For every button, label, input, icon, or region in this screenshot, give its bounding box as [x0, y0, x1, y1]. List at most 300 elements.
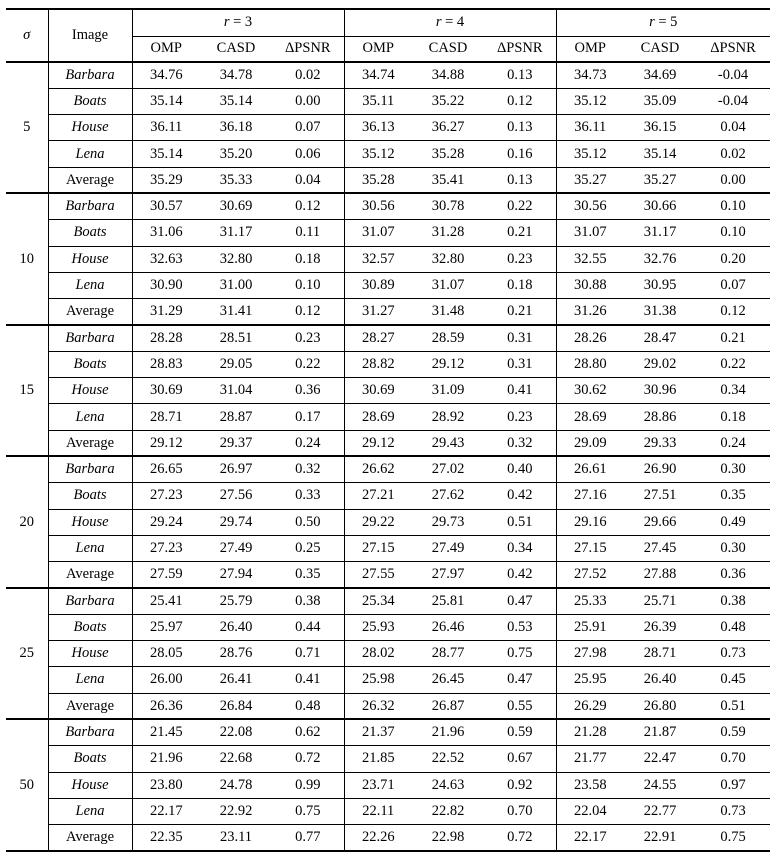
dpsnr-r3-cell: 0.06 — [272, 141, 344, 167]
image-name-cell: Barbara — [48, 719, 132, 745]
dpsnr-r5-cell: 0.04 — [696, 115, 770, 141]
dpsnr-r3-cell: 0.32 — [272, 456, 344, 482]
dpsnr-r4-cell: 0.51 — [484, 509, 556, 535]
table-row — [6, 62, 770, 88]
table-row — [6, 246, 770, 272]
casd-r3-cell: 35.20 — [200, 141, 272, 167]
dpsnr-r5-cell: 0.00 — [696, 167, 770, 193]
omp-r4-cell: 25.93 — [344, 614, 412, 640]
sigma-cell: 15 — [6, 325, 48, 456]
omp-r5-cell: 22.04 — [556, 798, 624, 824]
omp-r4-cell: 36.13 — [344, 115, 412, 141]
image-name-cell: Boats — [48, 351, 132, 377]
dpsnr-r4-cell: 0.13 — [484, 62, 556, 88]
casd-r4-cell: 27.49 — [412, 535, 484, 561]
omp-r5-cell: 31.07 — [556, 220, 624, 246]
omp-r3-cell: 35.14 — [132, 141, 200, 167]
table-row — [6, 772, 770, 798]
table-row — [6, 351, 770, 377]
omp-r4-cell: 29.12 — [344, 430, 412, 456]
omp-r4-cell: 28.02 — [344, 641, 412, 667]
casd-r5-cell: 34.69 — [643, 66, 677, 83]
group-r-symbol: r — [649, 14, 655, 31]
omp-r3-cell: 22.35 — [132, 825, 200, 851]
omp-r5-cell: 29.09 — [556, 430, 624, 456]
casd-r5-cell: 27.51 — [624, 483, 696, 509]
image-name-cell: Barbara — [48, 456, 132, 482]
casd-r3-cell: 22.08 — [200, 719, 272, 745]
omp-r3-cell: 34.76 — [149, 66, 183, 83]
dpsnr-r5-cell: 0.48 — [696, 614, 770, 640]
casd-r3-cell: 28.51 — [200, 325, 272, 351]
dpsnr-r4-cell: 0.31 — [484, 351, 556, 377]
casd-r4-cell: 26.45 — [412, 667, 484, 693]
casd-r3-cell: 30.69 — [200, 193, 272, 219]
omp-r3-cell: 28.71 — [132, 404, 200, 430]
casd-r5-cell: 26.40 — [624, 667, 696, 693]
casd-r5-cell: 29.33 — [624, 430, 696, 456]
dpsnr-r5-cell: 0.20 — [696, 246, 770, 272]
omp-r5-cell: 26.61 — [556, 456, 624, 482]
table-row — [6, 798, 770, 824]
omp-r5-cell: 27.16 — [556, 483, 624, 509]
omp-r3-cell: 29.12 — [132, 430, 200, 456]
dpsnr-r3-cell: 0.02 — [272, 62, 344, 88]
omp-r4-cell: 30.89 — [344, 272, 412, 298]
dpsnr-r3-cell: 0.77 — [272, 825, 344, 851]
image-name-cell: Average — [48, 299, 132, 325]
casd-r5-cell: 22.47 — [624, 746, 696, 772]
dpsnr-r5-cell: 0.07 — [696, 272, 770, 298]
omp-r4-cell: 31.07 — [344, 220, 412, 246]
dpsnr-r4-cell: 0.34 — [484, 535, 556, 561]
dpsnr-r4-cell: 0.70 — [484, 798, 556, 824]
omp-r4-cell: 32.57 — [344, 246, 412, 272]
dpsnr-r5-cell: 0.24 — [696, 430, 770, 456]
casd-r4-cell: 22.82 — [412, 798, 484, 824]
omp-r3-cell: 28.83 — [132, 351, 200, 377]
dpsnr-r5-cell: 0.18 — [696, 404, 770, 430]
omp-r4-cell: 35.12 — [344, 141, 412, 167]
table-row — [6, 746, 770, 772]
dpsnr-r5-cell: 0.30 — [696, 535, 770, 561]
omp-r3-cell: 32.63 — [132, 246, 200, 272]
image-name-cell: House — [48, 772, 132, 798]
dpsnr-r3-cell: 0.44 — [272, 614, 344, 640]
casd-r3-cell: 35.33 — [200, 167, 272, 193]
casd-r4-cell: 26.46 — [412, 614, 484, 640]
omp-r3-cell: 27.59 — [132, 562, 200, 588]
dpsnr-r3-cell: 0.17 — [272, 404, 344, 430]
casd-r3-cell: 28.76 — [200, 641, 272, 667]
table-row — [6, 456, 770, 482]
casd-r5-cell: 28.86 — [624, 404, 696, 430]
omp-r3-cell: 31.06 — [132, 220, 200, 246]
casd-r3-cell: 26.97 — [200, 456, 272, 482]
image-name-cell: Boats — [48, 88, 132, 114]
dpsnr-r3-cell: 0.07 — [272, 115, 344, 141]
casd-r4-cell: 28.92 — [412, 404, 484, 430]
dpsnr-r4-cell: 0.42 — [484, 562, 556, 588]
casd-r5-cell: 30.66 — [624, 193, 696, 219]
dpsnr-r3-cell: 0.22 — [272, 351, 344, 377]
casd-r5-cell: 29.02 — [624, 351, 696, 377]
casd-r3-cell: 29.74 — [200, 509, 272, 535]
dpsnr-r5-cell: 0.10 — [696, 220, 770, 246]
casd-r4-cell: 26.87 — [412, 693, 484, 719]
group-r-symbol: r — [223, 14, 230, 31]
casd-r3-cell: 31.41 — [200, 299, 272, 325]
casd-r4-cell: 22.52 — [412, 746, 484, 772]
average-row — [6, 693, 770, 719]
col-casd-r5: CASD — [624, 36, 696, 62]
dpsnr-r4-cell: 0.13 — [484, 115, 556, 141]
casd-r5-cell: 36.15 — [624, 115, 696, 141]
omp-r3-cell: 27.23 — [132, 535, 200, 561]
group-header-r3 — [132, 9, 344, 36]
casd-r3-cell: 31.00 — [200, 272, 272, 298]
casd-r5-cell: 22.77 — [624, 798, 696, 824]
casd-r5-cell: 29.66 — [624, 509, 696, 535]
omp-r5-cell: 28.26 — [556, 325, 624, 351]
results-table — [6, 8, 770, 852]
image-name-cell: Barbara — [48, 588, 132, 614]
casd-r4-cell: 29.12 — [412, 351, 484, 377]
image-header-label: Image — [71, 27, 109, 43]
table-row — [6, 220, 770, 246]
dpsnr-r4-cell: 0.22 — [484, 193, 556, 219]
casd-r4-cell: 31.48 — [412, 299, 484, 325]
casd-r5-cell: 30.95 — [624, 272, 696, 298]
omp-r3-cell: 29.24 — [132, 509, 200, 535]
omp-r4-cell: 26.32 — [344, 693, 412, 719]
dpsnr-r5-cell: 0.75 — [696, 825, 770, 851]
omp-r4-cell: 28.69 — [344, 404, 412, 430]
omp-r4-cell: 22.11 — [344, 798, 412, 824]
dpsnr-r4-cell: 0.40 — [484, 456, 556, 482]
omp-r5-cell: 35.12 — [556, 141, 624, 167]
casd-r5-cell: 28.47 — [624, 325, 696, 351]
casd-r4-cell: 34.88 — [431, 66, 465, 83]
image-name-cell: Lena — [48, 798, 132, 824]
omp-r3-cell: 35.29 — [132, 167, 200, 193]
casd-r3-cell: 29.37 — [200, 430, 272, 456]
image-name-cell: Boats — [48, 614, 132, 640]
dpsnr-r5-cell: 0.12 — [696, 299, 770, 325]
omp-r3-cell: 30.57 — [132, 193, 200, 219]
casd-r5-cell: 21.87 — [624, 719, 696, 745]
omp-r3-cell: 30.90 — [132, 272, 200, 298]
table-row — [6, 378, 770, 404]
dpsnr-r3-cell: 0.48 — [272, 693, 344, 719]
omp-r3-cell: 26.36 — [132, 693, 200, 719]
omp-r4-cell: 23.71 — [344, 772, 412, 798]
casd-r3-cell: 26.40 — [200, 614, 272, 640]
dpsnr-r3-cell: 0.25 — [272, 535, 344, 561]
table-row — [6, 404, 770, 430]
dpsnr-r5-cell: 0.02 — [696, 141, 770, 167]
image-name-cell: House — [48, 641, 132, 667]
table-header — [6, 9, 770, 62]
omp-r5-cell: 32.55 — [556, 246, 624, 272]
casd-r3-cell: 27.56 — [200, 483, 272, 509]
col-dpsnr-r5: ΔPSNR — [696, 36, 770, 62]
omp-r4-cell: 27.55 — [344, 562, 412, 588]
omp-r4-cell: 28.27 — [344, 325, 412, 351]
group-eq: = — [229, 14, 245, 31]
dpsnr-r5-cell: 0.30 — [696, 456, 770, 482]
casd-r4-cell: 35.22 — [412, 88, 484, 114]
dpsnr-r5-cell: 0.22 — [696, 351, 770, 377]
casd-r5-cell: 27.45 — [624, 535, 696, 561]
omp-r5-cell: 31.26 — [556, 299, 624, 325]
casd-r5-cell: 32.76 — [624, 246, 696, 272]
image-name-cell: Lena — [48, 141, 132, 167]
dpsnr-r3-cell: 0.36 — [272, 378, 344, 404]
dpsnr-r3-cell: 0.04 — [272, 167, 344, 193]
dpsnr-r4-cell: 0.59 — [484, 719, 556, 745]
casd-r4-cell: 27.02 — [412, 456, 484, 482]
omp-r5-cell: 25.95 — [556, 667, 624, 693]
casd-r5-cell: 35.14 — [624, 141, 696, 167]
dpsnr-r4-cell: 0.67 — [484, 746, 556, 772]
omp-r5-cell: 30.56 — [556, 193, 624, 219]
omp-r3-cell: 28.28 — [132, 325, 200, 351]
dpsnr-r4-cell: 0.42 — [484, 483, 556, 509]
casd-r4-cell: 28.59 — [412, 325, 484, 351]
image-name-cell: Lena — [48, 404, 132, 430]
table-row — [6, 193, 770, 219]
omp-r5-cell: 25.91 — [556, 614, 624, 640]
dpsnr-r4-cell: 0.13 — [484, 167, 556, 193]
casd-r3-cell: 31.04 — [200, 378, 272, 404]
omp-r5-cell: 29.16 — [556, 509, 624, 535]
dpsnr-r3-cell: 0.12 — [272, 193, 344, 219]
omp-r4-cell: 28.82 — [344, 351, 412, 377]
omp-r5-cell: 27.15 — [556, 535, 624, 561]
dpsnr-r3-cell: 0.33 — [272, 483, 344, 509]
image-name-cell: House — [48, 378, 132, 404]
casd-r4-cell: 28.77 — [412, 641, 484, 667]
omp-r4-cell: 26.62 — [344, 456, 412, 482]
casd-r3-cell: 23.11 — [200, 825, 272, 851]
casd-r5-cell: 31.17 — [624, 220, 696, 246]
omp-r5-cell: 35.27 — [556, 167, 624, 193]
omp-r3-cell: 21.45 — [132, 719, 200, 745]
casd-r3-cell: 25.79 — [200, 588, 272, 614]
casd-r5-cell: 26.90 — [624, 456, 696, 482]
table-row — [6, 614, 770, 640]
dpsnr-r3-cell: 0.23 — [272, 325, 344, 351]
casd-r4-cell: 25.81 — [412, 588, 484, 614]
omp-r3-cell: 31.29 — [132, 299, 200, 325]
image-name-cell: House — [48, 246, 132, 272]
sigma-cell: 25 — [6, 588, 48, 719]
image-name-cell: Barbara — [48, 193, 132, 219]
omp-r4-cell: 30.69 — [344, 378, 412, 404]
omp-r5-cell: 26.29 — [556, 693, 624, 719]
image-name-cell: Boats — [48, 483, 132, 509]
col-dpsnr-r4: ΔPSNR — [484, 36, 556, 62]
casd-r5-cell: 35.27 — [624, 167, 696, 193]
dpsnr-r3-cell: 0.75 — [272, 798, 344, 824]
dpsnr-r3-cell: 0.18 — [272, 246, 344, 272]
casd-r3-cell: 35.14 — [200, 88, 272, 114]
dpsnr-r3-cell: 0.62 — [272, 719, 344, 745]
casd-r5-cell: 25.71 — [624, 588, 696, 614]
omp-r5-cell: 36.11 — [556, 115, 624, 141]
casd-r3-cell: 26.84 — [200, 693, 272, 719]
omp-r5-cell: 27.98 — [556, 641, 624, 667]
table-row — [6, 88, 770, 114]
casd-r5-cell: 28.71 — [624, 641, 696, 667]
casd-r5-cell: 26.80 — [624, 693, 696, 719]
sigma-header-label: σ — [23, 27, 31, 43]
casd-r4-cell: 29.43 — [412, 430, 484, 456]
col-omp-r5: OMP — [556, 36, 624, 62]
table-row — [6, 535, 770, 561]
image-name-cell: Average — [48, 562, 132, 588]
dpsnr-r4-cell: 0.47 — [484, 667, 556, 693]
col-omp-r4: OMP — [344, 36, 412, 62]
omp-r3-cell: 27.23 — [132, 483, 200, 509]
dpsnr-r4-cell: 0.32 — [484, 430, 556, 456]
image-name-cell: Barbara — [48, 325, 132, 351]
group-value: 4 — [456, 14, 465, 31]
table-body — [6, 62, 770, 851]
average-row — [6, 167, 770, 193]
casd-r4-cell: 36.27 — [412, 115, 484, 141]
casd-r4-cell: 35.28 — [412, 141, 484, 167]
omp-r4-cell: 29.22 — [344, 509, 412, 535]
image-name-cell: Average — [48, 825, 132, 851]
table-row — [6, 272, 770, 298]
casd-r3-cell: 27.94 — [200, 562, 272, 588]
group-eq: = — [654, 14, 671, 31]
omp-r3-cell: 21.96 — [132, 746, 200, 772]
omp-r5-cell: 30.88 — [556, 272, 624, 298]
sigma-cell: 20 — [6, 456, 48, 587]
omp-r3-cell: 25.97 — [132, 614, 200, 640]
omp-r4-cell: 34.74 — [361, 66, 395, 83]
average-row — [6, 299, 770, 325]
image-name-cell: House — [48, 509, 132, 535]
omp-r3-cell: 28.05 — [132, 641, 200, 667]
dpsnr-r5-cell: 0.73 — [696, 798, 770, 824]
omp-r3-cell: 36.11 — [132, 115, 200, 141]
dpsnr-r4-cell: 0.47 — [484, 588, 556, 614]
dpsnr-r4-cell: 0.23 — [484, 404, 556, 430]
group-value: 3 — [244, 14, 253, 31]
casd-r4-cell: 29.73 — [412, 509, 484, 535]
dpsnr-r3-cell: 0.99 — [272, 772, 344, 798]
group-eq: = — [441, 14, 457, 31]
casd-r4-cell: 24.63 — [412, 772, 484, 798]
dpsnr-r5-cell: 0.38 — [696, 588, 770, 614]
table-row — [6, 588, 770, 614]
dpsnr-r3-cell: 0.35 — [272, 562, 344, 588]
group-value: 5 — [670, 14, 678, 31]
casd-r3-cell: 34.78 — [219, 66, 253, 83]
col-dpsnr-r3: ΔPSNR — [272, 36, 344, 62]
omp-r3-cell: 22.17 — [132, 798, 200, 824]
dpsnr-r3-cell: 0.50 — [272, 509, 344, 535]
omp-r5-cell: 34.73 — [573, 66, 607, 83]
dpsnr-r5-cell: 0.97 — [696, 772, 770, 798]
image-name-cell: Lena — [48, 272, 132, 298]
dpsnr-r3-cell: 0.24 — [272, 430, 344, 456]
casd-r3-cell: 24.78 — [200, 772, 272, 798]
sigma-cell: 10 — [6, 193, 48, 324]
omp-r5-cell: 30.62 — [556, 378, 624, 404]
omp-r4-cell: 35.28 — [344, 167, 412, 193]
omp-r4-cell: 30.56 — [344, 193, 412, 219]
dpsnr-r4-cell: 0.41 — [484, 378, 556, 404]
casd-r3-cell: 29.05 — [200, 351, 272, 377]
omp-r5-cell: 21.28 — [556, 719, 624, 745]
dpsnr-r5-cell: 0.10 — [696, 193, 770, 219]
dpsnr-r5-cell: 0.49 — [696, 509, 770, 535]
dpsnr-r3-cell: 0.12 — [272, 299, 344, 325]
omp-r5-cell: 21.77 — [556, 746, 624, 772]
dpsnr-r4-cell: 0.75 — [484, 641, 556, 667]
col-casd-r4: CASD — [412, 36, 484, 62]
casd-r4-cell: 32.80 — [412, 246, 484, 272]
dpsnr-r5-cell: 0.73 — [696, 641, 770, 667]
omp-r4-cell: 25.98 — [344, 667, 412, 693]
table-row — [6, 483, 770, 509]
dpsnr-r3-cell: 0.71 — [272, 641, 344, 667]
dpsnr-r4-cell: 0.53 — [484, 614, 556, 640]
omp-r5-cell: 25.33 — [556, 588, 624, 614]
casd-r5-cell: 31.38 — [624, 299, 696, 325]
casd-r4-cell: 21.96 — [412, 719, 484, 745]
casd-r3-cell: 36.18 — [200, 115, 272, 141]
dpsnr-r4-cell: 0.31 — [484, 325, 556, 351]
omp-r3-cell: 26.00 — [132, 667, 200, 693]
dpsnr-r4-cell: 0.12 — [484, 88, 556, 114]
dpsnr-r3-cell: 0.11 — [272, 220, 344, 246]
group-header-r5 — [556, 9, 770, 36]
omp-r5-cell: 23.58 — [556, 772, 624, 798]
header-row-groups — [6, 9, 770, 36]
image-name-cell: Boats — [48, 746, 132, 772]
dpsnr-r4-cell: 0.16 — [484, 141, 556, 167]
sigma-header — [6, 9, 48, 62]
omp-r4-cell: 22.26 — [344, 825, 412, 851]
casd-r3-cell: 31.17 — [200, 220, 272, 246]
image-name-cell: Lena — [48, 667, 132, 693]
dpsnr-r5-cell: -0.04 — [717, 66, 749, 83]
image-name-cell: Average — [48, 693, 132, 719]
image-name-cell: Barbara — [48, 62, 132, 88]
omp-r5-cell: 22.17 — [556, 825, 624, 851]
dpsnr-r3-cell: 0.72 — [272, 746, 344, 772]
dpsnr-r4-cell: 0.21 — [484, 220, 556, 246]
omp-r5-cell: 28.69 — [556, 404, 624, 430]
casd-r3-cell: 26.41 — [200, 667, 272, 693]
sigma-cell: 50 — [6, 719, 48, 850]
average-row — [6, 825, 770, 851]
table-row — [6, 509, 770, 535]
casd-r4-cell: 31.09 — [412, 378, 484, 404]
col-casd-r3: CASD — [200, 36, 272, 62]
dpsnr-r5-cell: 0.21 — [696, 325, 770, 351]
image-name-cell: Lena — [48, 535, 132, 561]
omp-r3-cell: 30.69 — [132, 378, 200, 404]
dpsnr-r4-cell: 0.72 — [484, 825, 556, 851]
dpsnr-r4-cell: 0.18 — [484, 272, 556, 298]
